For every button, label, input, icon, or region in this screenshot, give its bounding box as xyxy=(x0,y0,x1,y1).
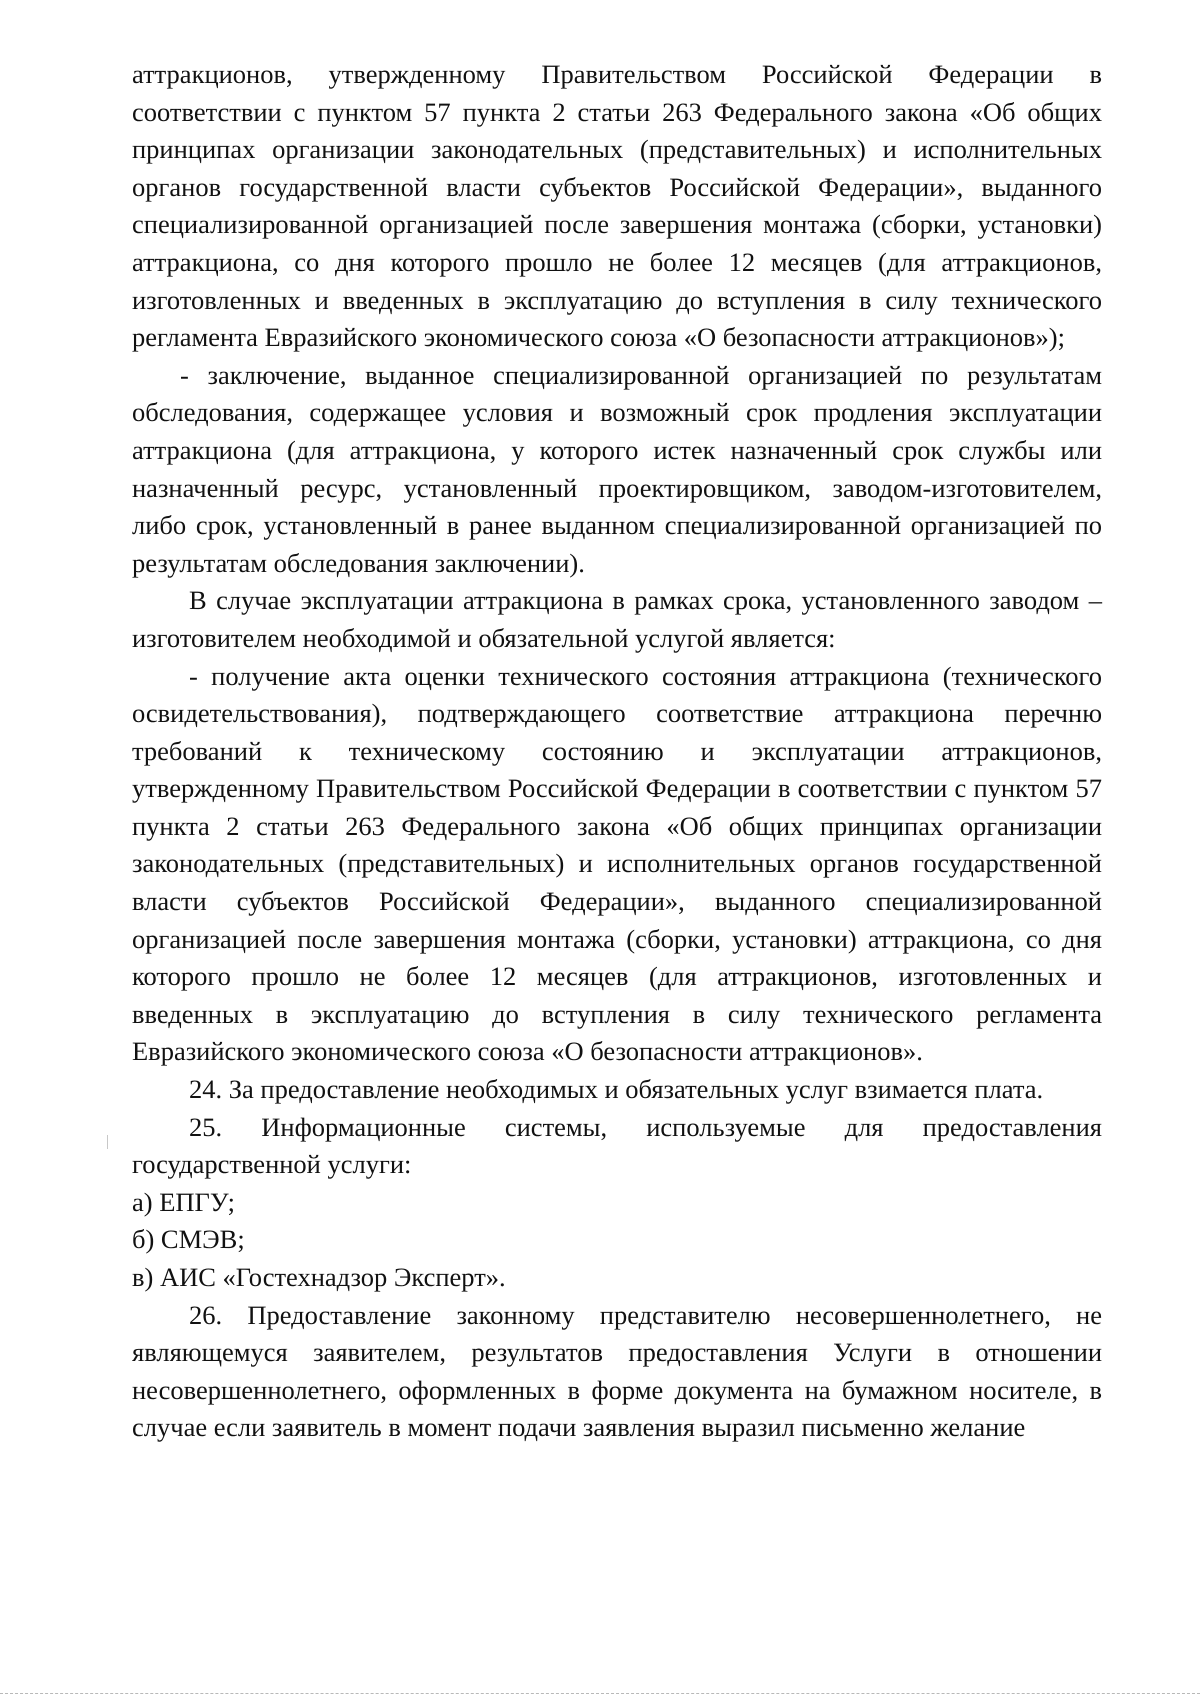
document-page xyxy=(132,56,1102,1447)
list-item-ais: в) АИС «Гостехнадзор Эксперт». xyxy=(132,1262,506,1292)
margin-mark xyxy=(107,1135,108,1149)
paragraph-bullet-conclusion: - заключение, выданное специализированной организацией по результатам обследования, содержащее условия и возможный срок продления эксплуатации аттракциона (для аттракциона, у которого истек назначенный срок службы или назначенный ресурс, установленный проектировщиком, заводом-изготовителем, либо срок, установленный в ранее выданном специализированной организацией по результатам обследования заключении). xyxy=(132,359,1102,578)
paragraph-item-24: 24. За предоставление необходимых и обязательных услуг взимается плата. xyxy=(189,1074,1044,1105)
paragraph-bullet-act: - получение акта оценки технического состояния аттракциона (технического освидетельствования), подтверждающего соответствие аттракциона перечню требований к техническому состоянию и эксплуатации аттракционов, утвержденному Правительством Российской Федерации в соответствии с пунктом 57 пункта 2 статьи 263 Федерального закона «Об общих принципах организации законодательных (представительных) и исполнительных органов государственной власти субъектов Российской Федерации», выданного специализированной организацией после завершения монтажа (сборки, установки) аттракциона, со дня которого прошло не более 12 месяцев (для аттракционов, изготовленных и введенных в эксплуатацию до вступления в силу технического регламента Евразийского экономического союза «О безопасности аттракционов». xyxy=(132,660,1102,1067)
list-item-epgu: а) ЕПГУ; xyxy=(132,1186,235,1217)
scan-bottom-edge xyxy=(0,1693,1200,1694)
paragraph-case: В случае эксплуатации аттракциона в рамках срока, установленного заводом – изготовителем необходимой и обязательной услугой является: xyxy=(132,585,1102,653)
list-item-smev: б) СМЭВ; xyxy=(132,1224,245,1255)
paragraph-item-25: 25. Информационные системы, используемые для предоставления государственной услуги: xyxy=(132,1111,1102,1180)
paragraph-continuation: аттракционов, утвержденному Правительством Российской Федерации в соответствии с пунктом 57 пункта 2 статьи 263 Федерального закона «Об общих принципах организации законодательных (представительных) и исполнительных органов государственной власти субъектов Российской Федерации», выданного специализированной организацией после завершения монтажа (сборки, установки) аттракциона, со дня которого прошло не более 12 месяцев (для аттракционов, изготовленных и введенных в эксплуатацию до вступления в силу технического регламента Евразийского экономического союза «О безопасности аттракционов»); xyxy=(132,59,1102,353)
paragraph-item-26: 26. Предоставление законному представителю несовершеннолетнего, не являющемуся заявителем, результатов предоставления Услуги в отношении несовершеннолетнего, оформленных в форме документа на бумажном носителе, в случае если заявитель в момент подачи заявления выразил письменно желание xyxy=(132,1299,1102,1443)
